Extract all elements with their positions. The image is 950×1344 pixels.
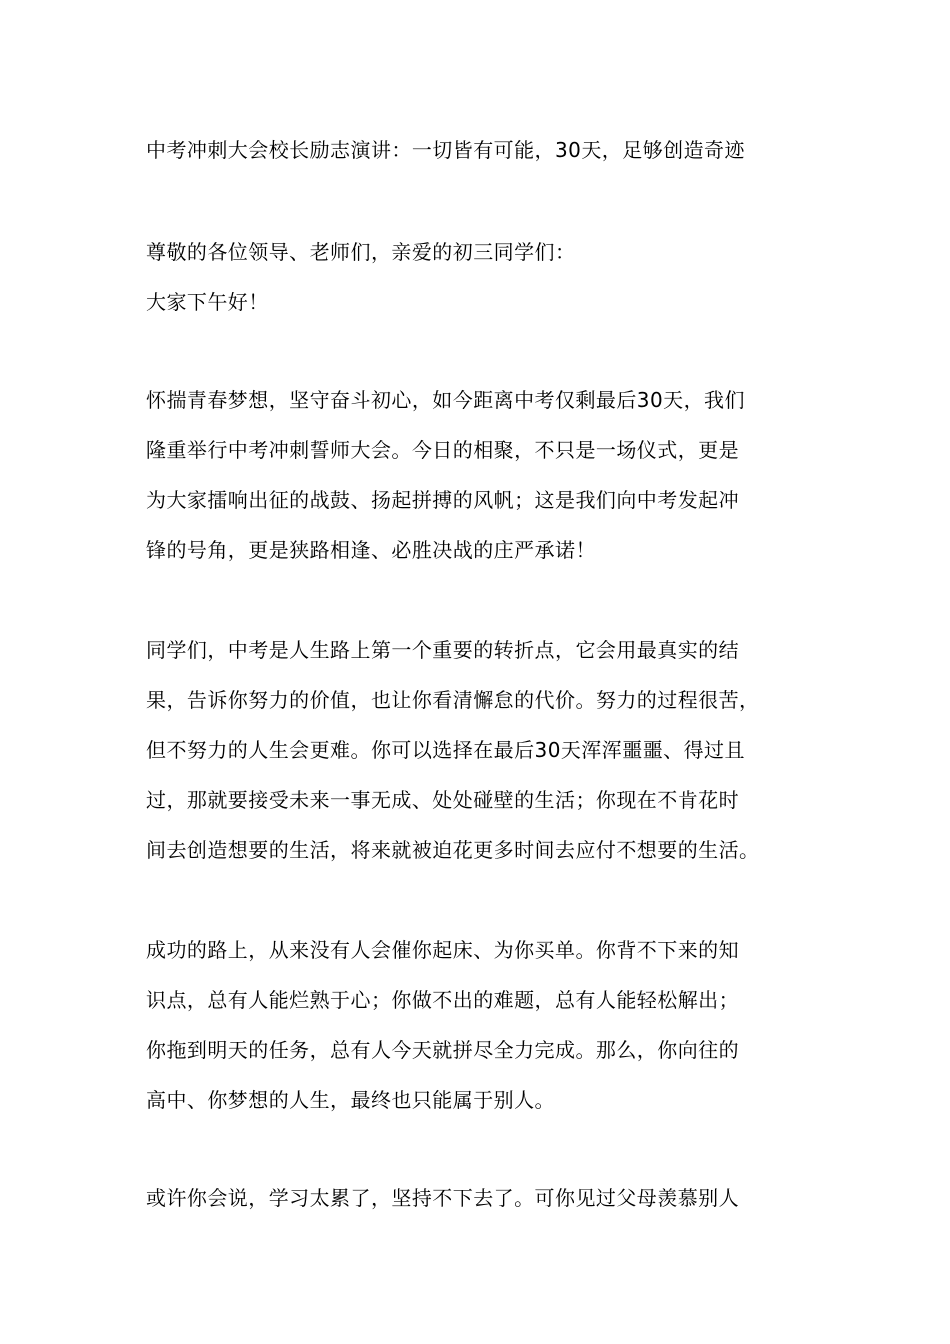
paragraph-1-line-3: 为大家擂响出征的战鼓、扬起拼搏的风帆；这是我们向中考发起冲: [146, 488, 740, 512]
document-title: 中考冲刺大会校长励志演讲：一切皆有可能，30天，足够创造奇迹: [146, 138, 745, 162]
greeting: 大家下午好！: [146, 290, 269, 314]
paragraph-1-line-2: 隆重举行中考冲刺誓师大会。今日的相聚，不只是一场仪式，更是: [146, 438, 740, 462]
paragraph-1-line-1: 怀揣青春梦想，坚守奋斗初心，如今距离中考仅剩最后30天，我们: [146, 388, 745, 412]
paragraph-3-line-1: 成功的路上，从来没有人会催你起床、为你买单。你背不下来的知: [146, 938, 740, 962]
paragraph-2-line-1: 同学们，中考是人生路上第一个重要的转折点，它会用最真实的结: [146, 638, 740, 662]
paragraph-3-line-3: 你拖到明天的任务，总有人今天就拼尽全力完成。那么，你向往的: [146, 1038, 740, 1062]
paragraph-3-line-2: 识点，总有人能烂熟于心；你做不出的难题，总有人能轻松解出；: [146, 988, 740, 1012]
paragraph-2-line-2: 果，告诉你努力的价值，也让你看清懈怠的代价。努力的过程很苦，: [146, 688, 760, 712]
paragraph-1-line-4: 锋的号角，更是狭路相逢、必胜决战的庄严承诺！: [146, 538, 596, 562]
paragraph-2-line-5: 间去创造想要的生活，将来就被迫花更多时间去应付不想要的生活。: [146, 838, 760, 862]
paragraph-4-line-1: 或许你会说，学习太累了，坚持不下去了。可你见过父母羡慕别人: [146, 1186, 740, 1210]
paragraph-3-line-4: 高中、你梦想的人生，最终也只能属于别人。: [146, 1088, 555, 1112]
paragraph-2-line-4: 过，那就要接受未来一事无成、处处碰壁的生活；你现在不肯花时: [146, 788, 740, 812]
salutation: 尊敬的各位领导、老师们，亲爱的初三同学们：: [146, 240, 576, 264]
paragraph-2-line-3: 但不努力的人生会更难。你可以选择在最后30天浑浑噩噩、得过且: [146, 738, 745, 762]
